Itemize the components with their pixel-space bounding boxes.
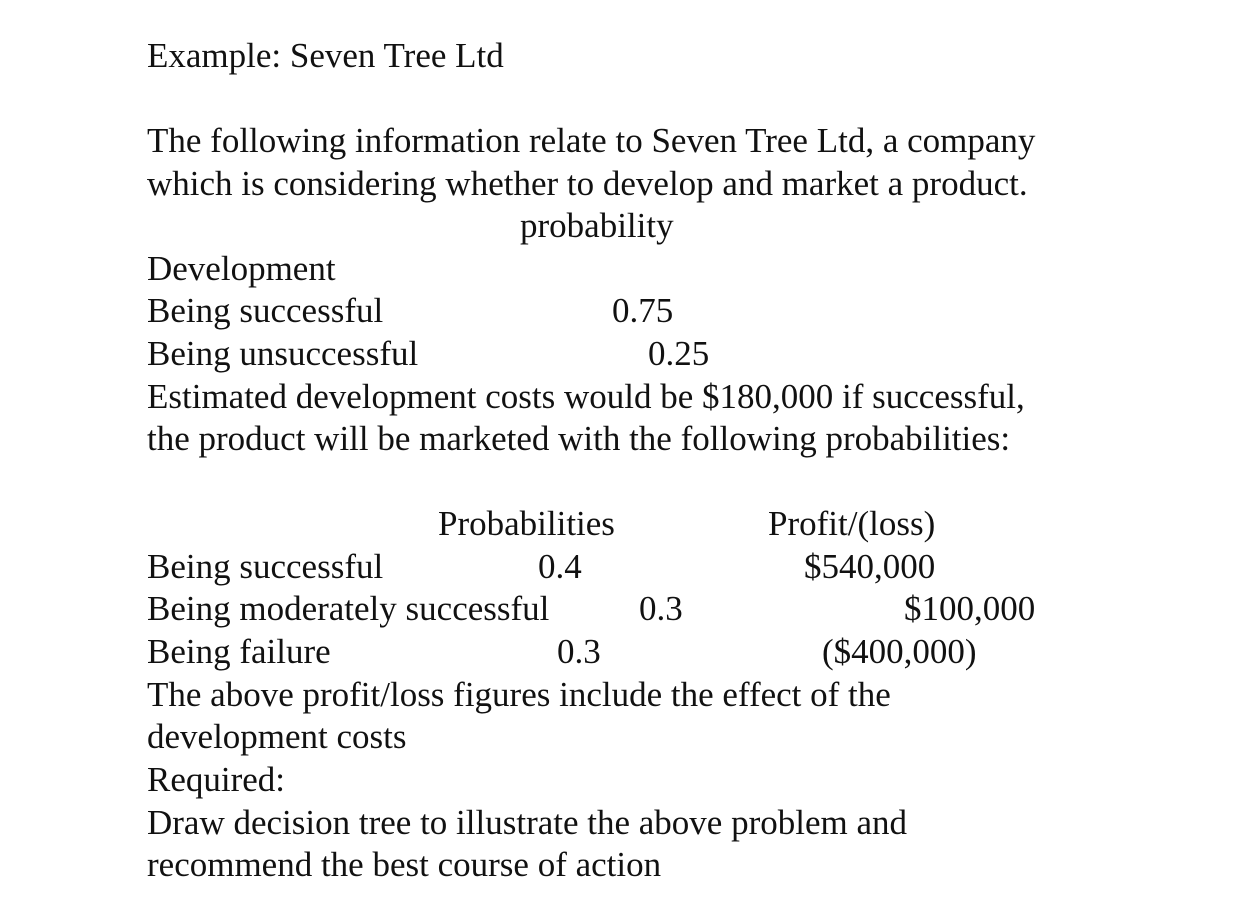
market-probabilities-header: Probabilities <box>438 504 615 543</box>
development-row-probability: 0.25 <box>648 334 710 373</box>
document-title: Example: Seven Tree Ltd <box>147 36 504 75</box>
market-row-profit: $540,000 <box>804 547 936 586</box>
required-label: Required: <box>147 760 286 799</box>
development-row-label: Being successful <box>147 291 384 330</box>
market-row-probability: 0.4 <box>538 547 582 586</box>
market-profit-header: Profit/(loss) <box>768 504 936 543</box>
market-row-probability: 0.3 <box>557 632 601 671</box>
market-row-label: Being failure <box>147 632 331 671</box>
market-row-profit: ($400,000) <box>822 632 977 671</box>
development-heading: Development <box>147 249 336 288</box>
task-line-2: recommend the best course of action <box>147 845 662 884</box>
market-row-label: Being moderately successful <box>147 589 550 628</box>
market-row-profit: $100,000 <box>904 589 1036 628</box>
note-line-2: development costs <box>147 717 407 756</box>
market-row-probability: 0.3 <box>639 589 683 628</box>
costs-line-2: the product will be marketed with the following probabilities: <box>147 419 1011 458</box>
note-line-1: The above profit/loss figures include the effect of the <box>147 675 891 714</box>
task-line-1: Draw decision tree to illustrate the above problem and <box>147 803 908 842</box>
development-row-probability: 0.75 <box>612 291 674 330</box>
market-row-label: Being successful <box>147 547 384 586</box>
costs-line-1: Estimated development costs would be $180,000 if successful, <box>147 377 1025 416</box>
probability-column-header: probability <box>520 206 674 245</box>
intro-line-1: The following information relate to Seven Tree Ltd, a company <box>147 121 1036 160</box>
intro-line-2: which is considering whether to develop and market a product. <box>147 164 1028 203</box>
development-row-label: Being unsuccessful <box>147 334 419 373</box>
